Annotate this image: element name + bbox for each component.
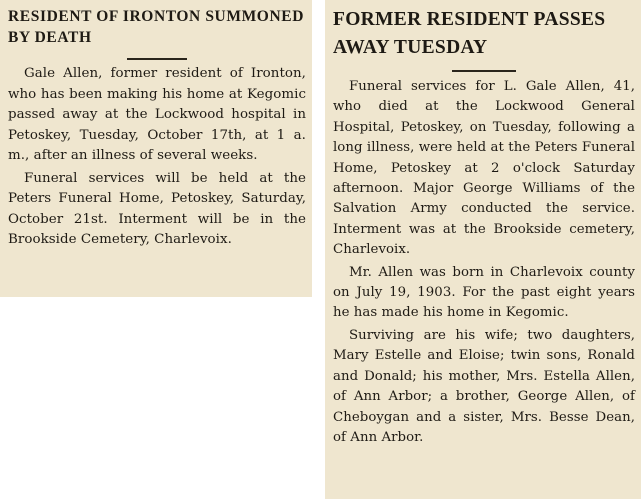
clipping-paragraph: Funeral services will be held at the Peters Funeral Home, Petoskey, Saturday, October 21st. Interment will be in the Brookside Cemetery, Charlevoix.: [8, 170, 306, 247]
clipping-headline: RESIDENT OF IRONTON SUMMONED BY DEATH: [8, 8, 304, 46]
clipping-paragraph: Surviving are his wife; two daughters, Mary Estelle and Eloise; twin sons, Ronald and Donald; his mother, Mrs. Estella Allen, of Ann Arbor; a brother, George Allen, of Cheboygan and a sister, Mrs. Besse Dean, of Ann Arbor.: [333, 327, 635, 445]
clipping-paragraph: Funeral services for L. Gale Allen, 41, who died at the Lockwood General Hospital, Petoskey, on Tuesday, following a long illness, were held at the Peters Funeral Home, Petoskey at 2 o'clock Saturday afternoon. Major George Williams of the Salvation Army conducted the service. Interment was at the Brookside cemetery, Charlevoix.: [333, 79, 635, 258]
clipping-paragraph: Gale Allen, former resident of Ironton, who has been making his home at Kegomic passed away at the Lockwood hospital in Petoskey, Tuesday, October 17th, at 1 a. m., after an illness of several weeks.: [8, 66, 306, 163]
clipping-paragraph: Mr. Allen was born in Charlevoix county on July 19, 1903. For the past eight years he has made his home in Kegomic.: [333, 264, 635, 321]
obituary-clipping-left: [0, 0, 312, 297]
clipping-headline: FORMER RESIDENT PASSES AWAY TUESDAY: [333, 9, 606, 58]
headline-divider: [452, 70, 516, 72]
headline-divider: [127, 58, 187, 60]
obituary-clipping-right: [325, 0, 641, 499]
